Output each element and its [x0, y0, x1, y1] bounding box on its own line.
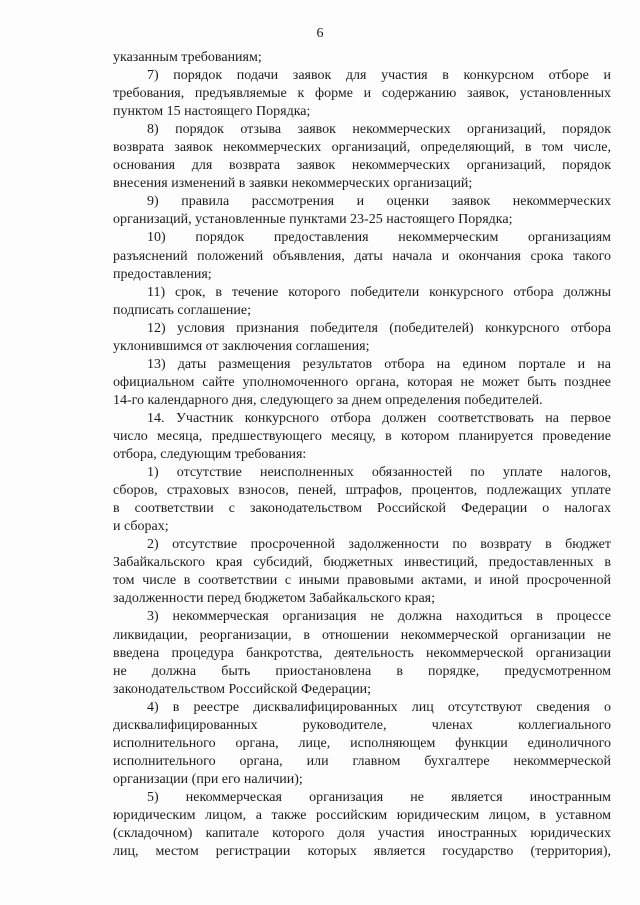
text-line: организации (при его наличии);: [113, 771, 303, 787]
text-line: 4) в реестре дисквалифицированных лиц отсутствуют сведения о: [147, 699, 611, 715]
text-line: 9) правила рассмотрения и оценки заявок некоммерческих: [147, 194, 611, 210]
text-line: задолженности перед бюджетом Забайкальского края;: [113, 591, 436, 607]
text-line: разъяснений положений объявления, даты начала и окончания срока такого: [113, 248, 611, 264]
text-line: пунктом 15 настоящего Порядка;: [113, 104, 311, 120]
text-line: сборов, страховых взносов, пеней, штрафов, процентов, подлежащих уплате: [113, 483, 611, 499]
text-line: официальном сайте уполномоченного органа, которая не может быть позднее: [113, 374, 611, 390]
text-line: предоставления;: [113, 266, 212, 282]
text-line: 11) срок, в течение которого победители конкурсного отбора должны: [147, 284, 611, 300]
text-line: 8) порядок отзыва заявок некоммерческих организаций, порядок: [147, 122, 611, 138]
text-line: 10) порядок предоставления некоммерческим организациям: [147, 230, 611, 246]
text-line: Забайкальского края субсидий, бюджетных инвестиций, предоставленных в: [113, 555, 611, 571]
text-line: юридическим лицом, а также российским юридическим лицом, в уставном: [113, 807, 611, 823]
text-line: исполнительного органа, лице, исполняющем функции единоличного: [113, 735, 611, 751]
text-line: уклонившимся от заключения соглашения;: [113, 338, 370, 354]
text-line: организаций, установленные пунктами 23-25 настоящего Порядка;: [113, 212, 513, 228]
text-line: законодательством Российской Федерации;: [113, 681, 372, 697]
text-line: введена процедура банкротства, деятельность некоммерческой организации: [113, 645, 611, 661]
text-line: 7) порядок подачи заявок для участия в конкурсном отборе и: [147, 68, 611, 84]
text-line: (складочном) капитале которого доля участия иностранных юридических: [113, 826, 611, 842]
document-body: [113, 49, 611, 861]
text-line: 12) условия признания победителя (победителей) конкурсного отбора: [147, 320, 611, 336]
text-line: в соответствии с законодательством Российской Федерации о налогах: [113, 501, 611, 517]
text-line: исполнительного органа, или главном бухгалтере некоммерческой: [113, 753, 611, 769]
text-line: лиц, местом регистрации которых является государство (территория),: [113, 844, 611, 860]
text-line: 2) отсутствие просроченной задолженности по возврату в бюджет: [147, 537, 611, 553]
text-line: 14-го календарного дня, следующего за днем определения победителей.: [113, 392, 543, 408]
text-line: подписать соглашение;: [113, 302, 251, 318]
text-line: 5) некоммерческая организация не является иностранным: [147, 789, 611, 805]
text-line: основания для возврата заявок некоммерческих организаций, порядок: [113, 158, 611, 174]
text-line: внесения изменений в заявки некоммерческих организаций;: [113, 176, 473, 192]
text-line: ликвидации, реорганизации, в отношении некоммерческой организации не: [113, 627, 611, 643]
text-line: дисквалифицированных руководителе, членах коллегиального: [113, 717, 611, 733]
text-line: 14. Участник конкурсного отбора должен соответствовать на первое: [147, 410, 611, 426]
text-line: число месяца, предшествующего месяцу, в котором планируется проведение: [113, 428, 611, 444]
text-line: 3) некоммерческая организация не должна находиться в процессе: [147, 609, 611, 625]
page-number: 6: [316, 26, 324, 41]
text-line: требования, предъявляемые к форме и содержанию заявок, установленных: [113, 86, 611, 102]
text-line: указанным требованиям;: [113, 50, 262, 65]
text-line: 1) отсутствие неисполненных обязанностей по уплате налогов,: [147, 465, 611, 481]
text-line: том числе в соответствии с иными правовыми актами, и иной просроченной: [113, 573, 611, 589]
text-line: отбора, следующим требования:: [113, 447, 307, 463]
text-line: не должна быть приостановлена в порядке, предусмотренном: [113, 663, 611, 679]
text-line: возврата заявок некоммерческих организаций, определяющий, в том числе,: [113, 140, 611, 156]
text-line: 13) даты размещения результатов отбора на едином портале и на: [147, 356, 611, 372]
text-line: и сборах;: [113, 519, 169, 535]
